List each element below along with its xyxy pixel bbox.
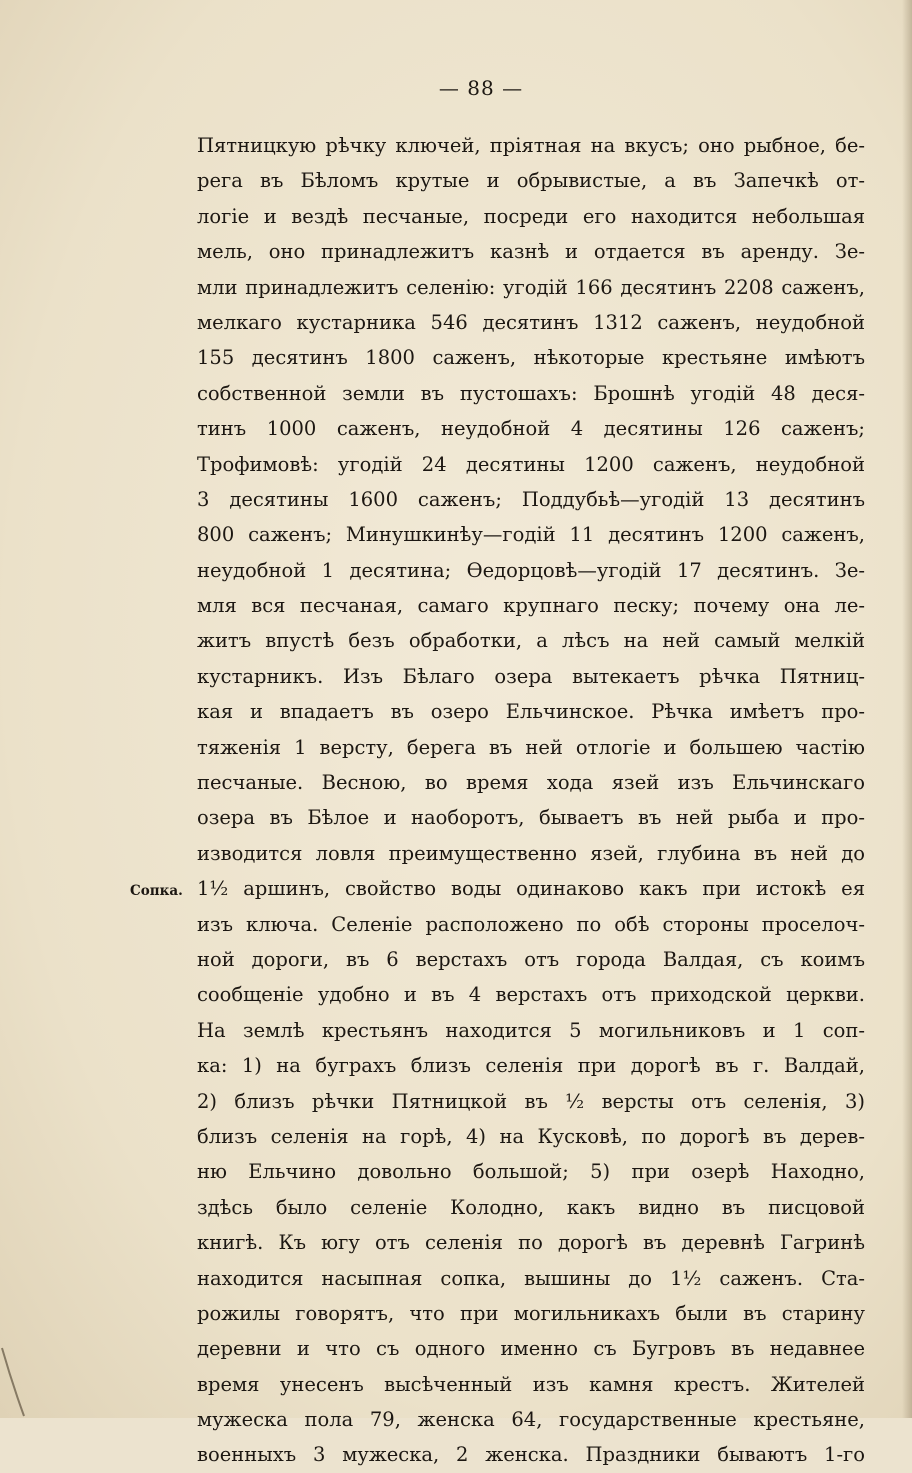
text-line: военныхъ 3 мужеска, 2 женска. Праздники бываютъ 1-го — [197, 1443, 865, 1467]
page-corner-mark — [0, 1328, 60, 1418]
page-edge-shadow — [902, 0, 912, 1418]
text-line: мля вся песчаная, самаго крупнаго песку; почему она ле- — [197, 594, 865, 618]
text-line: находится насыпная сопка, вышины до 1½ саженъ. Ста- — [197, 1266, 865, 1290]
text-line: ка: 1) на буграхъ близъ селенія при дорогѣ въ г. Валдай, — [197, 1054, 865, 1078]
text-line: рега въ Бѣломъ крутые и обрывистые, а въ Запечкѣ от- — [197, 169, 865, 193]
text-line: ной дороги, въ 6 верстахъ отъ города Валдая, съ коимъ — [197, 947, 865, 971]
page-number: — 88 — — [438, 76, 524, 100]
text-line: книгѣ. Къ югу отъ селенія по дорогѣ въ деревнѣ Гагринѣ — [197, 1231, 865, 1255]
text-line: тинъ 1000 саженъ, неудобной 4 десятины 126 саженъ; — [197, 417, 865, 441]
text-line: изъ ключа. Селеніе расположено по обѣ стороны проселоч- — [197, 912, 865, 936]
text-line: На землѣ крестьянъ находится 5 могильниковъ и 1 соп- — [197, 1018, 865, 1042]
text-line: тяженія 1 версту, берега въ ней отлогіе и большею частію — [197, 735, 865, 759]
text-line: собственной земли въ пустошахъ: Брошнѣ угодій 48 деся- — [197, 381, 865, 405]
text-line: мель, оно принадлежитъ казнѣ и отдается въ аренду. Зе- — [197, 240, 865, 264]
text-line: озера въ Бѣлое и наоборотъ, бываетъ въ ней рыба и про- — [197, 806, 865, 830]
text-line: ню Ельчино довольно большой; 5) при озерѣ Находно, — [197, 1160, 865, 1184]
text-line: 3 десятины 1600 саженъ; Поддубьѣ—угодій 13 десятинъ — [197, 487, 865, 511]
text-line: мужеска пола 79, женска 64, государственные крестьяне, — [197, 1408, 865, 1432]
text-line: Трофимовѣ: угодій 24 десятины 1200 саженъ, неудобной — [197, 452, 865, 476]
text-line: деревни и что съ одного именно съ Бугровъ въ недавнее — [197, 1337, 865, 1361]
text-line: рожилы говорятъ, что при могильникахъ были въ старину — [197, 1301, 865, 1325]
text-line: неудобной 1 десятина; Ѳедорцовѣ—угодій 17 десятинъ. Зе- — [197, 558, 865, 582]
text-line: песчаные. Весною, во время хода язей изъ Ельчинскаго — [197, 771, 865, 795]
text-line: 155 десятинъ 1800 саженъ, нѣкоторые крестьяне имѣютъ — [197, 346, 865, 370]
text-line: здѣсь было селеніе Колодно, какъ видно въ писцовой — [197, 1195, 865, 1219]
text-line: мелкаго кустарника 546 десятинъ 1312 саженъ, неудобной — [197, 310, 865, 334]
text-line: логіе и вездѣ песчаные, посреди его находится небольшая — [197, 204, 865, 228]
text-line: 800 саженъ; Минушкинѣу—годій 11 десятинъ 1200 саженъ, — [197, 523, 865, 547]
margin-note-sopka: Сопка. — [130, 883, 183, 899]
text-line: кая и впадаетъ въ озеро Ельчинское. Рѣчка имѣетъ про- — [197, 700, 865, 724]
text-line: близъ селенія на горѣ, 4) на Кусковѣ, по дорогѣ въ дерев- — [197, 1124, 865, 1148]
text-line: изводится ловля преимущественно язей, глубина въ ней до — [197, 841, 865, 865]
body-text — [197, 128, 865, 1473]
text-line: 1½ аршинъ, свойство воды одинаково какъ при истокѣ ея — [197, 877, 865, 901]
text-line: мли принадлежитъ селенію: угодій 166 десятинъ 2208 саженъ, — [197, 275, 865, 299]
text-line: 2) близъ рѣчки Пятницкой въ ½ версты отъ селенія, 3) — [197, 1089, 865, 1113]
text-line: Пятницкую рѣчку ключей, пріятная на вкусъ; оно рыбное, бе- — [197, 134, 865, 157]
text-line: житъ впустѣ безъ обработки, а лѣсъ на ней самый мелкій — [197, 629, 865, 653]
text-line: время унесенъ высѣченный изъ камня крестъ. Жителей — [197, 1372, 865, 1396]
text-line: кустарникъ. Изъ Бѣлаго озера вытекаетъ рѣчка Пятниц- — [197, 664, 865, 688]
text-line: сообщеніе удобно и въ 4 верстахъ отъ приходской церкви. — [197, 983, 865, 1007]
